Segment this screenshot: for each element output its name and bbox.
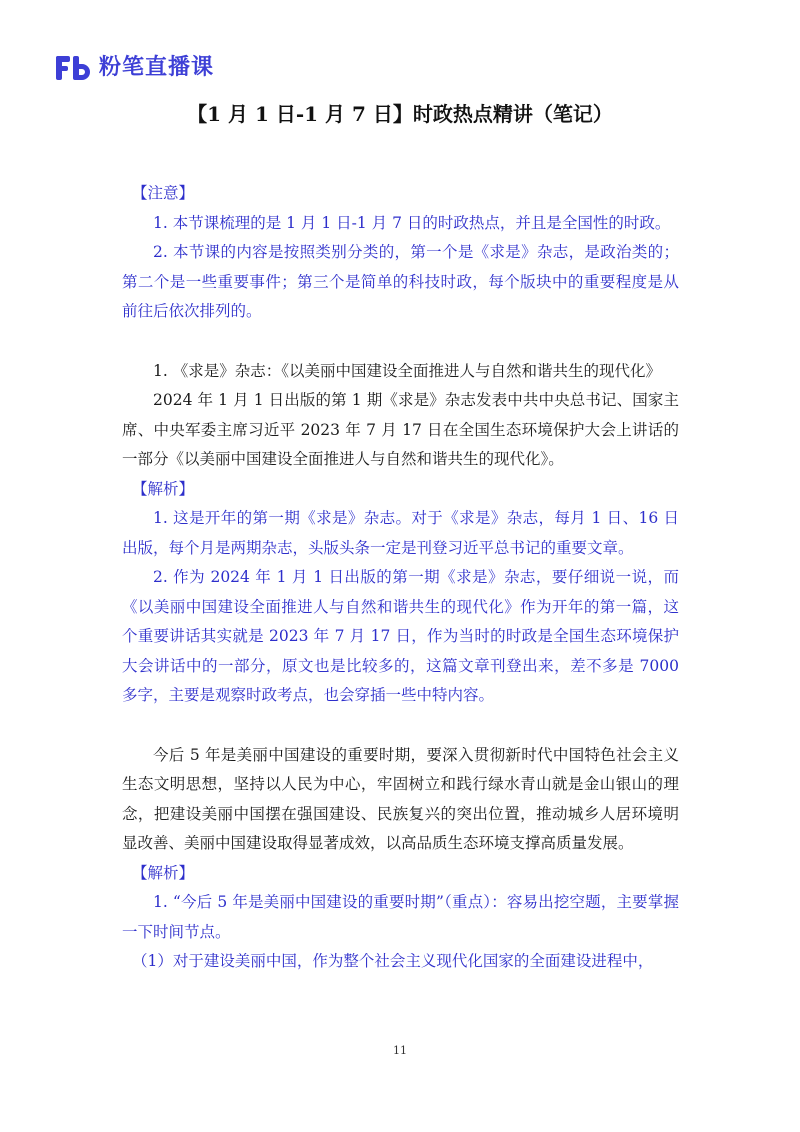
analysis-item: 1. “今后 5 年是美丽中国建设的重要时期”（重点）：容易出挖空题，主要掌握一下时间节点。 (122, 893, 679, 941)
page-number: 11 (393, 1044, 407, 1057)
notice-item: 2. 本节课的内容是按照类别分类的，第一个是《求是》杂志，是政治类的；第二个是一些重要事件；第三个是简单的科技时政，每个版块中的重要程度是从前往后依次排列的。 (122, 243, 679, 320)
analysis-subitem: （1）对于建设美丽中国，作为整个社会主义现代化国家的全面建设进程中， (132, 952, 654, 970)
section-body: 今后 5 年是美丽中国建设的重要时期，要深入贯彻新时代中国特色社会主义生态文明思想，坚持以人民为中心，牢固树立和践行绿水青山就是金山银山的理念，把建设美丽中国摆在强国建设、民族复兴的突出位置，推动城乡人居环境明显改善、美丽中国建设取得显著成效，以高品质生态环境支撑高质量发展。 (122, 745, 679, 852)
section-heading: 1. 《求是》杂志：《以美丽中国建设全面推进人与自然和谐共生的现代化》 (153, 361, 661, 380)
notice-item: 1. 本节课梳理的是 1 月 1 日-1 月 7 日的时政热点，并且是全国性的时政。 (153, 213, 671, 232)
analysis-tag: 【解析】 (132, 863, 195, 882)
section-body: 2024 年 1 月 1 日出版的第 1 期《求是》杂志发表中共中央总书记、国家主席、中央军委主席习近平 2023 年 7 月 17 日在全国生态环境保护大会上讲话的一部分《以美丽中国建设全面推进人与自然和谐共生的现代化》。 (122, 391, 679, 468)
notice-tag: 【注意】 (132, 184, 195, 202)
document-body (122, 179, 679, 977)
fenbi-logo-icon (56, 54, 92, 82)
analysis-item: 2. 作为 2024 年 1 月 1 日出版的第一期《求是》杂志，要仔细说一说，而《以美丽中国建设全面推进人与自然和谐共生的现代化》作为开年的第一篇，这个重要讲话其实就是 2023 年 7 月 17 日，作为当时的时政是全国生态环境保护大会讲话中的一部分，原文也是比较多的，这篇文章刊登出来，差不多是 7000 多字，主要是观察时政考点，也会穿插一些中特内容。 (122, 568, 679, 704)
document-title: 【1 月 1 日-1 月 7 日】时政热点精讲（笔记） (187, 102, 613, 126)
brand-logo (56, 54, 214, 82)
analysis-item: 1. 这是开年的第一期《求是》杂志。对于《求是》杂志，每月 1 日、16 日出版，每个月是两期杂志，头版头条一定是刊登习近平总书记的重要文章。 (122, 509, 679, 557)
logo-text: 粉笔直播课 (99, 55, 215, 80)
analysis-tag: 【解析】 (132, 479, 195, 498)
